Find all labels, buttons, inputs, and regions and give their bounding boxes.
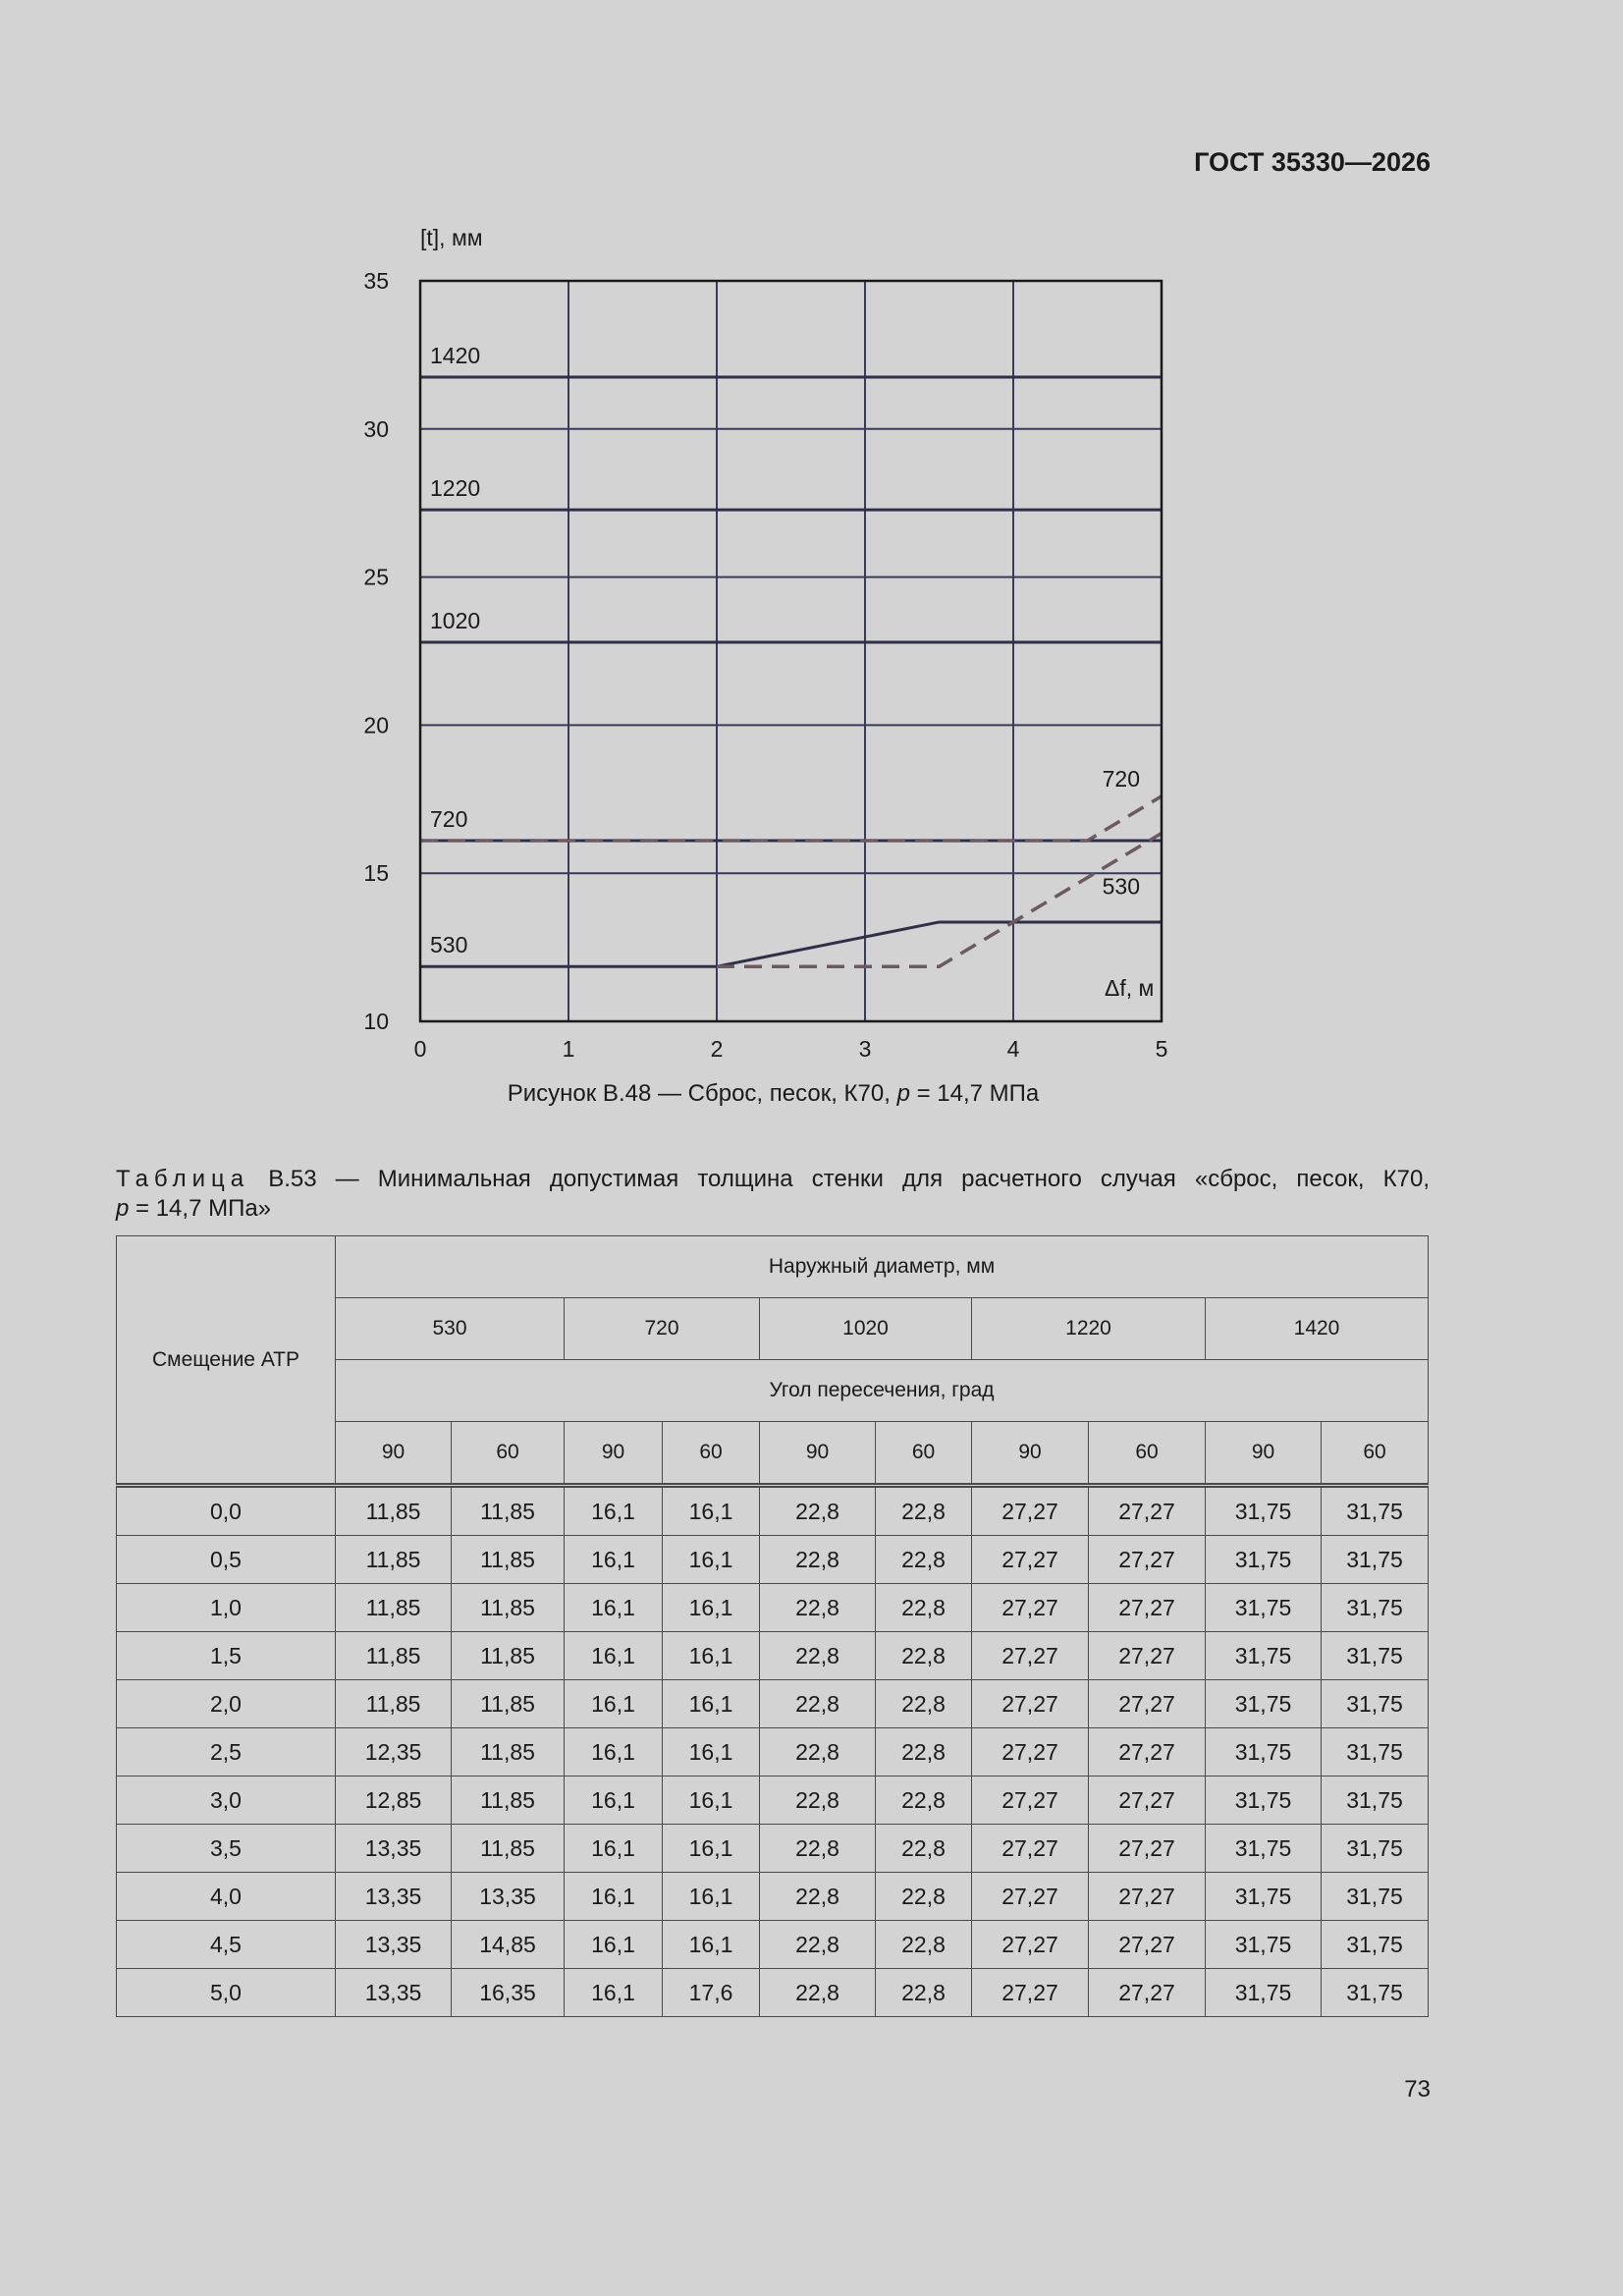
y-tick-label: 15 <box>363 860 389 887</box>
table-cell: 16,35 <box>452 1969 565 2017</box>
table-cell: 27,27 <box>972 1632 1089 1680</box>
row-label-cell: 4,5 <box>117 1921 336 1969</box>
table-cell: 11,85 <box>452 1777 565 1825</box>
row-label-cell: 3,0 <box>117 1777 336 1825</box>
table-cell: 27,27 <box>972 1777 1089 1825</box>
table-cell: 22,8 <box>876 1536 972 1584</box>
diameter-header: 1220 <box>972 1298 1206 1360</box>
table-cell: 16,1 <box>565 1921 663 1969</box>
table-cell: 16,1 <box>565 1536 663 1584</box>
table-cell: 22,8 <box>876 1680 972 1728</box>
table-cell: 31,75 <box>1206 1777 1322 1825</box>
series-label: 530 <box>1102 873 1140 900</box>
x-tick-label: 5 <box>1155 1036 1168 1062</box>
table-cell: 27,27 <box>972 1584 1089 1632</box>
row-label-cell: 4,0 <box>117 1873 336 1921</box>
table-cell: 27,27 <box>1089 1584 1206 1632</box>
table-title-continued: p = 14,7 МПа» <box>116 1195 272 1222</box>
table-cell: 22,8 <box>876 1969 972 2017</box>
x-tick-label: 1 <box>562 1036 575 1062</box>
row-label-cell: 2,5 <box>117 1728 336 1777</box>
table-cell: 16,1 <box>663 1632 760 1680</box>
table-row <box>117 1728 1429 1777</box>
diameter-header: 1420 <box>1206 1298 1429 1360</box>
x-tick-label: 2 <box>710 1036 724 1062</box>
table-cell: 16,1 <box>565 1969 663 2017</box>
table-cell: 22,8 <box>876 1921 972 1969</box>
table-cell: 31,75 <box>1206 1873 1322 1921</box>
chart-area <box>0 0 1623 1139</box>
table-cell: 27,27 <box>1089 1873 1206 1921</box>
table-row <box>117 1584 1429 1632</box>
table-cell: 27,27 <box>1089 1777 1206 1825</box>
table-row <box>117 1873 1429 1921</box>
table-cell: 16,1 <box>663 1584 760 1632</box>
y-tick-label: 10 <box>363 1009 389 1034</box>
table-cell: 14,85 <box>452 1921 565 1969</box>
chart-frame <box>420 281 1162 1021</box>
angle-header-cell: 60 <box>1322 1422 1429 1486</box>
table-cell: 31,75 <box>1322 1536 1429 1584</box>
table-cell: 31,75 <box>1322 1825 1429 1873</box>
table-cell: 27,27 <box>972 1921 1089 1969</box>
y-axis-label: [t], мм <box>420 225 483 250</box>
y-tick-label: 20 <box>363 712 389 738</box>
y-tick-label: 30 <box>363 415 389 442</box>
table-cell: 11,85 <box>336 1536 452 1584</box>
series-label: 1220 <box>430 475 481 502</box>
table-cell: 31,75 <box>1206 1728 1322 1777</box>
table-cell: 12,85 <box>336 1777 452 1825</box>
table-cell: 16,1 <box>663 1680 760 1728</box>
table-cell: 31,75 <box>1322 1584 1429 1632</box>
series-dashed-line <box>717 833 1162 966</box>
row-label-cell: 0,0 <box>117 1486 336 1536</box>
table-cell: 13,35 <box>336 1873 452 1921</box>
table-cell: 11,85 <box>336 1486 452 1536</box>
table-cell: 31,75 <box>1206 1632 1322 1680</box>
table-cell: 27,27 <box>1089 1680 1206 1728</box>
table-row <box>117 1825 1429 1873</box>
series-dashed-line <box>420 796 1162 841</box>
series-solid-line <box>420 922 1162 966</box>
angle-header-cell: 60 <box>452 1422 565 1486</box>
table-cell: 31,75 <box>1322 1873 1429 1921</box>
diameter-header: 1020 <box>760 1298 972 1360</box>
table-cell: 27,27 <box>1089 1969 1206 2017</box>
table-cell: 27,27 <box>972 1728 1089 1777</box>
table-cell: 11,85 <box>336 1584 452 1632</box>
angle-header-cell: 90 <box>972 1422 1089 1486</box>
table-cell: 27,27 <box>972 1536 1089 1584</box>
row-label-cell: 2,0 <box>117 1680 336 1728</box>
table-cell: 22,8 <box>760 1536 876 1584</box>
table-cell: 22,8 <box>760 1825 876 1873</box>
table-cell: 16,1 <box>663 1728 760 1777</box>
table-cell: 22,8 <box>876 1584 972 1632</box>
table-cell: 11,85 <box>452 1536 565 1584</box>
table-cell: 31,75 <box>1322 1969 1429 2017</box>
table-cell: 13,35 <box>336 1969 452 2017</box>
table-row <box>117 1969 1429 2017</box>
table-cell: 11,85 <box>452 1825 565 1873</box>
table-cell: 31,75 <box>1206 1825 1322 1873</box>
row-label-cell: 0,5 <box>117 1536 336 1584</box>
table-cell: 22,8 <box>876 1777 972 1825</box>
angle-header-cell: 90 <box>565 1422 663 1486</box>
table-cell: 16,1 <box>663 1921 760 1969</box>
table-cell: 27,27 <box>972 1873 1089 1921</box>
table-row <box>117 1777 1429 1825</box>
x-axis-label: Δf, м <box>1105 975 1155 1001</box>
table-cell: 31,75 <box>1206 1969 1322 2017</box>
y-tick-label: 25 <box>363 564 389 590</box>
table-cell: 31,75 <box>1322 1632 1429 1680</box>
table-cell: 31,75 <box>1322 1728 1429 1777</box>
table-cell: 27,27 <box>1089 1486 1206 1536</box>
table-cell: 22,8 <box>760 1921 876 1969</box>
angle-header-cell: 90 <box>1206 1422 1322 1486</box>
table-cell: 31,75 <box>1322 1486 1429 1536</box>
table-cell: 16,1 <box>565 1632 663 1680</box>
table-cell: 16,1 <box>565 1873 663 1921</box>
row-label-cell: 3,5 <box>117 1825 336 1873</box>
table-cell: 16,1 <box>565 1825 663 1873</box>
angle-header-cell: 60 <box>1089 1422 1206 1486</box>
table-cell: 31,75 <box>1322 1680 1429 1728</box>
table-cell: 11,85 <box>452 1584 565 1632</box>
table-cell: 16,1 <box>663 1873 760 1921</box>
row-header-cell: Смещение АТР <box>117 1236 336 1486</box>
angle-header-cell: 90 <box>336 1422 452 1486</box>
table-cell: 11,85 <box>452 1632 565 1680</box>
table-cell: 27,27 <box>1089 1728 1206 1777</box>
row-label-cell: 1,0 <box>117 1584 336 1632</box>
table-cell: 31,75 <box>1206 1584 1322 1632</box>
table-cell: 22,8 <box>760 1486 876 1536</box>
table-cell: 27,27 <box>1089 1632 1206 1680</box>
table-cell: 27,27 <box>1089 1921 1206 1969</box>
table-cell: 22,8 <box>760 1632 876 1680</box>
table-cell: 22,8 <box>876 1825 972 1873</box>
table-cell: 11,85 <box>336 1680 452 1728</box>
series-label: 720 <box>1102 765 1140 792</box>
table-cell: 16,1 <box>565 1680 663 1728</box>
x-tick-label: 0 <box>413 1036 427 1062</box>
table-cell: 22,8 <box>760 1680 876 1728</box>
diameter-header: 720 <box>565 1298 760 1360</box>
table-cell: 27,27 <box>972 1969 1089 2017</box>
table-cell: 22,8 <box>760 1777 876 1825</box>
table-cell: 16,1 <box>565 1486 663 1536</box>
table-cell: 16,1 <box>663 1486 760 1536</box>
x-tick-label: 4 <box>1006 1036 1020 1062</box>
table-cell: 31,75 <box>1322 1921 1429 1969</box>
table-cell: 27,27 <box>1089 1825 1206 1873</box>
diameter-header: 530 <box>336 1298 565 1360</box>
y-tick-label: 35 <box>363 268 389 294</box>
table-cell: 22,8 <box>876 1632 972 1680</box>
table-cell: 12,35 <box>336 1728 452 1777</box>
table-cell: 27,27 <box>1089 1536 1206 1584</box>
table-cell: 11,85 <box>452 1728 565 1777</box>
table-row <box>117 1680 1429 1728</box>
table-row <box>117 1921 1429 1969</box>
table-cell: 22,8 <box>876 1873 972 1921</box>
wall-thickness-chart <box>0 0 1623 1139</box>
row-label-cell: 5,0 <box>117 1969 336 2017</box>
x-tick-label: 3 <box>858 1036 872 1062</box>
table-cell: 22,8 <box>760 1728 876 1777</box>
table-cell: 16,1 <box>663 1536 760 1584</box>
document-code: ГОСТ 35330—2026 <box>1194 147 1431 177</box>
figure-caption: Рисунок В.48 — Сброс, песок, К70, p = 14,7 МПа <box>507 1080 1040 1107</box>
table-cell: 16,1 <box>565 1584 663 1632</box>
series-label: 1420 <box>430 343 481 369</box>
table-cell: 11,85 <box>336 1632 452 1680</box>
table-cell: 31,75 <box>1206 1536 1322 1584</box>
table-row <box>117 1632 1429 1680</box>
outer-diameter-header: Наружный диаметр, мм <box>336 1236 1429 1298</box>
table-cell: 27,27 <box>972 1680 1089 1728</box>
table-cell: 13,35 <box>336 1921 452 1969</box>
series-label: 720 <box>430 806 468 833</box>
angle-header: Угол пересечения, град <box>336 1360 1429 1422</box>
angle-header-cell: 60 <box>876 1422 972 1486</box>
wall-thickness-table <box>116 1235 1429 2017</box>
table-cell: 27,27 <box>972 1825 1089 1873</box>
table-cell: 31,75 <box>1206 1921 1322 1969</box>
series-label: 530 <box>430 932 468 958</box>
page-number: 73 <box>1404 2076 1431 2103</box>
table-title: Таблица В.53 — Минимальная допустимая толщина стенки для расчетного случая «сброс, песок, К70, <box>116 1166 1430 1192</box>
table-row <box>117 1486 1429 1536</box>
table-cell: 17,6 <box>663 1969 760 2017</box>
angle-header-cell: 90 <box>760 1422 876 1486</box>
table-cell: 13,35 <box>336 1825 452 1873</box>
table-cell: 11,85 <box>452 1486 565 1536</box>
row-label-cell: 1,5 <box>117 1632 336 1680</box>
table-row <box>117 1536 1429 1584</box>
table-cell: 22,8 <box>876 1728 972 1777</box>
table-cell: 31,75 <box>1206 1680 1322 1728</box>
table-cell: 22,8 <box>760 1969 876 2017</box>
table-cell: 16,1 <box>565 1777 663 1825</box>
table-cell: 22,8 <box>876 1486 972 1536</box>
table-cell: 27,27 <box>972 1486 1089 1536</box>
series-label: 1020 <box>430 607 481 633</box>
table-cell: 11,85 <box>452 1680 565 1728</box>
angle-header-cell: 60 <box>663 1422 760 1486</box>
table-cell: 16,1 <box>663 1825 760 1873</box>
table-cell: 31,75 <box>1206 1486 1322 1536</box>
table-cell: 22,8 <box>760 1873 876 1921</box>
table-cell: 31,75 <box>1322 1777 1429 1825</box>
table-cell: 13,35 <box>452 1873 565 1921</box>
table-cell: 16,1 <box>565 1728 663 1777</box>
table-cell: 16,1 <box>663 1777 760 1825</box>
table-cell: 22,8 <box>760 1584 876 1632</box>
